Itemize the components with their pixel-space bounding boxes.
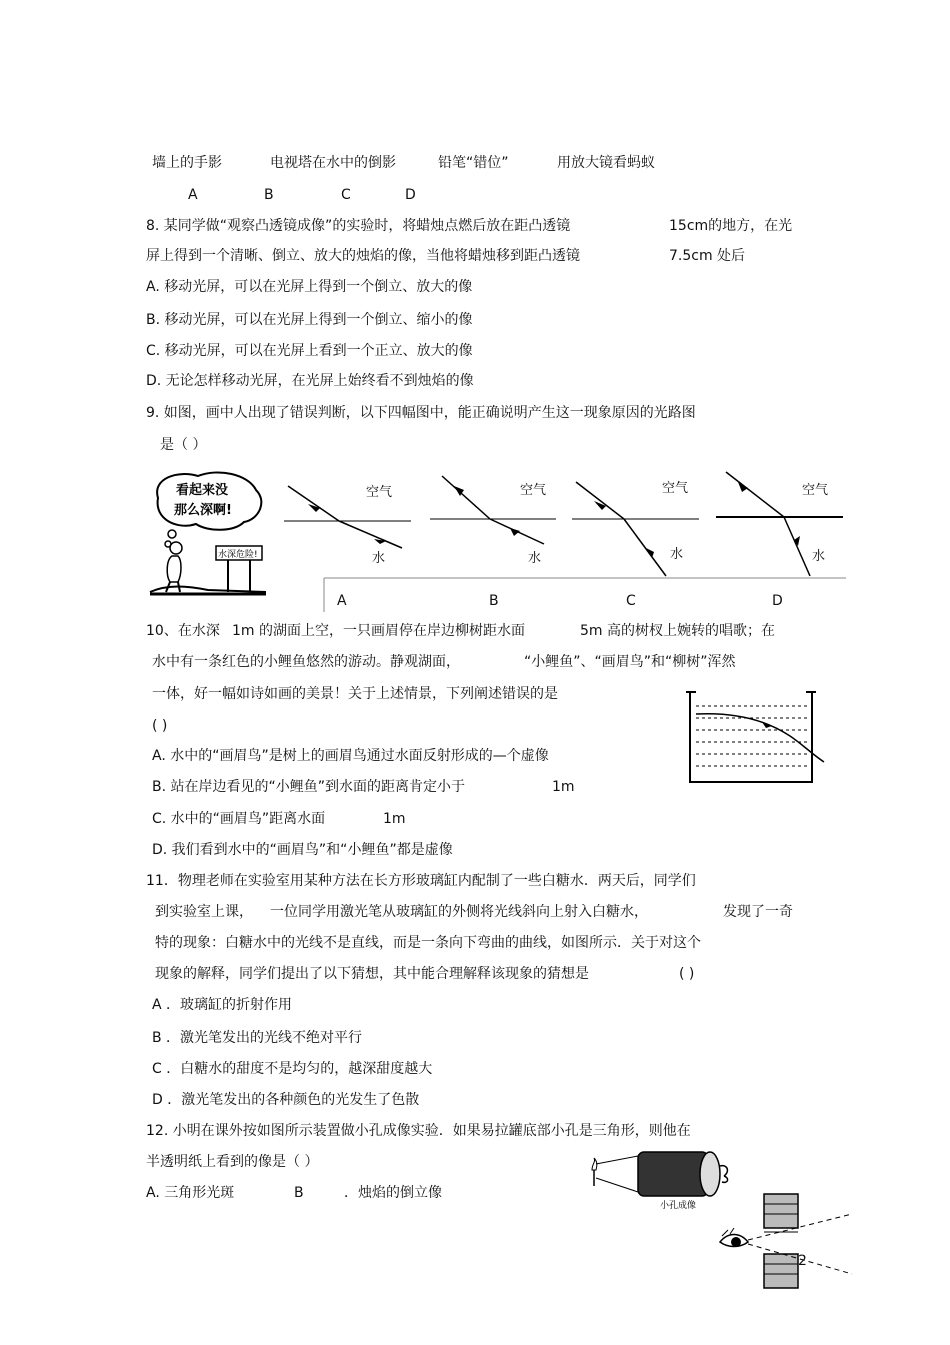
q7-caption-c: 铅笔“错位” xyxy=(438,155,509,171)
q9-frame xyxy=(324,578,846,612)
q10-option-a: A. 水中的“画眉鸟”是树上的画眉鸟通过水面反射形成的—个虚像 xyxy=(152,748,549,764)
q8-option-a: A. 移动光屏，可以在光屏上得到一个倒立、放大的像 xyxy=(146,279,473,295)
q10-line3: 一体，好一幅如诗如画的美景！关于上述情景，下列阐述错误的是 xyxy=(152,686,558,702)
q10-line1b: 1m 的湖面上空，一只画眉停在岸边柳树距水面 xyxy=(232,623,525,639)
q8-line2: 屏上得到一个清晰、倒立、放大的烛焰的像，当他将蜡烛移到距凸透镜 xyxy=(146,248,580,264)
q11-option-c: C ．白糖水的甜度不是均匀的，越深甜度越大 xyxy=(152,1061,433,1077)
q11-option-b: B ．激光笔发出的光线不绝对平行 xyxy=(152,1030,363,1046)
q10-line2: 水中有一条红色的小鲤鱼悠然的游动。静观湖面， xyxy=(152,654,460,670)
q8-option-d: D. 无论怎样移动光屏，在光屏上始终看不到烛焰的像 xyxy=(146,373,474,389)
q7-caption-b: 电视塔在水中的倒影 xyxy=(270,155,396,171)
q9-cartoon-figure xyxy=(148,468,268,596)
cartoon-speech-2: 那么深啊! xyxy=(174,503,232,518)
q11-line1: 11．物理老师在实验室用某种方法在长方形玻璃缸内配制了一些白糖水．两天后，同学们 xyxy=(146,873,696,889)
q10-option-d: D. 我们看到水中的“画眉鸟”和“小鲤鱼”都是虚像 xyxy=(152,842,453,858)
q9-letter-c: C xyxy=(626,593,636,609)
pinhole-camera-figure xyxy=(586,1142,736,1212)
q9c-air-label: 空气 xyxy=(662,481,689,496)
q9b-air-label: 空气 xyxy=(520,483,547,498)
q12-option-b: B xyxy=(294,1185,304,1201)
sugar-water-tank-diagram xyxy=(686,686,828,786)
q10-option-b: B. 站在岸边看见的“小鲤鱼”到水面的距离肯定小于 xyxy=(152,779,466,795)
q9-line1: 9. 如图，画中人出现了错误判断，以下四幅图中，能正确说明产生这一现象原因的光路图 xyxy=(146,405,696,421)
q10-option-c: C. 水中的“画眉鸟”距离水面 xyxy=(152,811,326,827)
warning-sign-text: 水深危险! xyxy=(218,550,258,560)
page-number: 2 xyxy=(798,1253,807,1269)
q11-option-d: D ．激光笔发出的各种颜色的光发生了色散 xyxy=(152,1092,420,1108)
q11-line2c: 发现了一奇 xyxy=(723,904,793,920)
q9-diagram-a xyxy=(284,478,414,566)
q7-letter-a: A xyxy=(188,187,198,203)
q7-letter-d: D xyxy=(405,187,416,203)
q12-line1: 12. 小明在课外按如图所示装置做小孔成像实验．如果易拉罐底部小孔是三角形，则他在 xyxy=(146,1123,691,1139)
q7-letter-b: B xyxy=(264,187,274,203)
q9-line2: 是（ ） xyxy=(160,437,207,453)
q11-line3: 特的现象：白糖水中的光线不是直线，而是一条向下弯曲的曲线，如图所示．关于对这个 xyxy=(155,935,701,951)
q8-option-b: B. 移动光屏，可以在光屏上得到一个倒立、缩小的像 xyxy=(146,312,473,328)
q9b-water-label: 水 xyxy=(528,551,542,566)
q9-letter-b: B xyxy=(489,593,499,609)
q11-line4: 现象的解释，同学们提出了以下猜想，其中能合理解释该现象的猜想是 xyxy=(155,966,589,982)
q9a-water-label: 水 xyxy=(372,551,386,566)
cartoon-speech-1: 看起来没 xyxy=(176,483,229,498)
q9-diagram-d xyxy=(716,470,846,578)
q10-option-c-value: 1m xyxy=(383,811,406,827)
q12-option-b-text: ．烛焰的倒立像 xyxy=(344,1185,442,1201)
q9d-air-label: 空气 xyxy=(802,483,829,498)
q11-line2b: 一位同学用激光笔从玻璃缸的外侧将光线斜向上射入白糖水， xyxy=(270,904,648,920)
q7-caption-d: 用放大镜看蚂蚁 xyxy=(557,155,655,171)
q10-option-b-value: 1m xyxy=(552,779,575,795)
q8-option-c: C. 移动光屏，可以在光屏上看到一个正立、放大的像 xyxy=(146,343,473,359)
q9a-air-label: 空气 xyxy=(366,485,393,500)
q11-line4-bracket: ( ) xyxy=(679,966,695,982)
pinhole-caption: 小孔成像 xyxy=(660,1201,697,1211)
q10-line2b: “小鲤鱼”、“画眉鸟”和“柳树”浑然 xyxy=(524,654,736,670)
q9c-water-label: 水 xyxy=(670,547,684,562)
q12-line2: 半透明纸上看到的像是（ ） xyxy=(146,1154,319,1170)
q9d-water-label: 水 xyxy=(812,549,826,564)
q7-letter-c: C xyxy=(341,187,351,203)
q8-line1: 8. 某同学做“观察凸透镜成像”的实验时，将蜡烛点燃后放在距凸透镜 xyxy=(146,218,571,234)
q12-option-a: A. 三角形光斑 xyxy=(146,1185,235,1201)
q10-line4: ( ) xyxy=(152,718,168,734)
q9-letter-a: A xyxy=(337,593,347,609)
q11-line2a: 到实验室上课， xyxy=(155,904,253,920)
q9-diagram-b xyxy=(428,474,558,566)
q8-line2-end: 7.5cm 处后 xyxy=(669,248,746,264)
q9-diagram-c xyxy=(572,476,702,576)
q10-line1c: 5m 高的树杈上婉转的唱歌；在 xyxy=(580,623,775,639)
q8-line1-end: 15cm的地方，在光 xyxy=(669,218,793,234)
eye-slot-figure xyxy=(716,1192,856,1292)
q10-line1a: 10、在水深 xyxy=(146,623,220,639)
q9-letter-d: D xyxy=(772,593,783,609)
q7-caption-a: 墙上的手影 xyxy=(152,155,222,171)
q11-option-a: A ．玻璃缸的折射作用 xyxy=(152,997,293,1013)
